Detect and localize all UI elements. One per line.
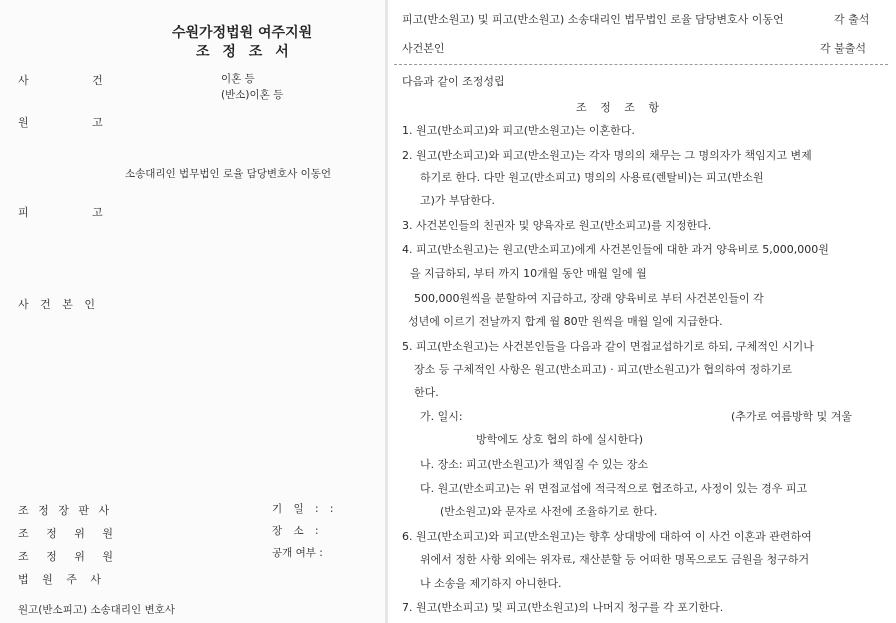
clause-line: 하기로 한다. 다만 원고(반소피고) 명의의 사용료(렌탈비)는 피고(반소원: [420, 171, 764, 184]
clause-line: 나 소송을 제기하지 아니한다.: [420, 577, 562, 590]
divider: [394, 64, 888, 65]
clause-line: 고)가 부담한다.: [420, 194, 496, 207]
mediation-member-1-label: 조 정 위 원: [18, 527, 120, 540]
clause-line: 성년에 이르기 전날까지 합계 월 80만 원씩을 매월 일에 지급한다.: [408, 315, 723, 328]
mediation-member-2-label: 조 정 위 원: [18, 550, 120, 563]
attendance-line: 원고(반소피고) 소송대리인 변호사: [18, 604, 175, 616]
clause-line: (추가로 여름방학 및 겨울: [731, 410, 853, 423]
persons-status: 각 불출석: [820, 42, 867, 55]
clause-line: 나. 장소: 피고(반소원고)가 책임질 수 있는 장소: [420, 458, 649, 471]
plaintiff-label: 원 고: [18, 116, 133, 129]
case-label: 사 건: [18, 74, 133, 87]
clause-line: 4. 피고(반소원고)는 원고(반소피고)에게 사건본인들에 대한 과거 양육비로 5,000,000원: [402, 243, 829, 256]
case-value-2: (반소)이혼 등: [221, 89, 284, 101]
intro-text: 다음과 같이 조정성립: [402, 75, 505, 88]
clause-line: 1. 원고(반소피고)와 피고(반소원고)는 이혼한다.: [402, 124, 635, 137]
section-title: 조 정 조 항: [576, 101, 664, 114]
court-officer-label: 법 원 주 사: [18, 573, 106, 586]
judge-label: 조 정 장 판 사: [18, 504, 113, 517]
left-page: [0, 0, 385, 623]
persons-label: 사 건 본 인: [18, 298, 99, 311]
clause-line: 방학에도 상호 협의 하에 실시한다): [476, 433, 644, 446]
clause-line: (반소원고)와 문자로 사전에 조율하기로 한다.: [440, 505, 658, 518]
clause-line: 가. 일시:: [420, 410, 463, 423]
clause-line: 500,000원씩을 분할하여 지급하고, 장래 양육비로 부터 사건본인들이 각: [414, 292, 764, 305]
document-title: 조 정 조 서: [196, 44, 293, 60]
clause-line: 다. 원고(반소피고)는 위 면접교섭에 적극적으로 협조하고, 사정이 있는 경우 피고: [420, 482, 808, 495]
clause-line: 한다.: [414, 386, 439, 399]
attend-status: 각 출석: [834, 13, 870, 26]
clause-line: 6. 원고(반소피고)와 피고(반소원고)는 향후 상대방에 대하여 이 사건 이혼과 관련하여: [402, 530, 812, 543]
clause-line: 7. 원고(반소피고) 및 피고(반소원고)의 나머지 청구를 각 포기한다.: [402, 601, 724, 614]
public-label: 공개 여부 :: [272, 547, 323, 559]
clause-line: 장소 등 구체적인 사항은 원고(반소피고) · 피고(반소원고)가 협의하여 정하기로: [414, 363, 793, 376]
persons-line: 사건본인: [402, 42, 445, 55]
clause-line: 을 지급하되, 부터 까지 10개월 동안 매월 일에 월: [410, 267, 647, 280]
attend-line: 피고(반소원고) 및 피고(반소원고) 소송대리인 법무법인 로율 담당변호사 이동언: [402, 13, 784, 26]
plaintiff-attorney: 소송대리인 법무법인 로율 담당변호사 이동언: [125, 168, 332, 180]
place-label: 장 소 :: [272, 525, 323, 537]
clause-line: 5. 피고(반소원고)는 사건본인들을 다음과 같이 면접교섭하기로 하되, 구체적인 시기나: [402, 340, 814, 353]
clause-line: 3. 사건본인들의 친권자 및 양육자로 원고(반소피고)를 지정한다.: [402, 219, 712, 232]
case-value-1: 이혼 등: [221, 73, 255, 85]
clause-line: 2. 원고(반소피고)와 피고(반소원고)는 각자 명의의 채무는 그 명의자가 책임지고 변제: [402, 149, 812, 162]
clause-line: 위에서 정한 사항 외에는 위자료, 재산분할 등 어떠한 명목으로도 금원을 청구하거: [420, 553, 810, 566]
court-name: 수원가정법원 여주지원: [172, 25, 313, 41]
defendant-label: 피 고: [18, 206, 133, 219]
right-page: [388, 0, 896, 623]
date-label: 기 일 : :: [272, 503, 338, 515]
